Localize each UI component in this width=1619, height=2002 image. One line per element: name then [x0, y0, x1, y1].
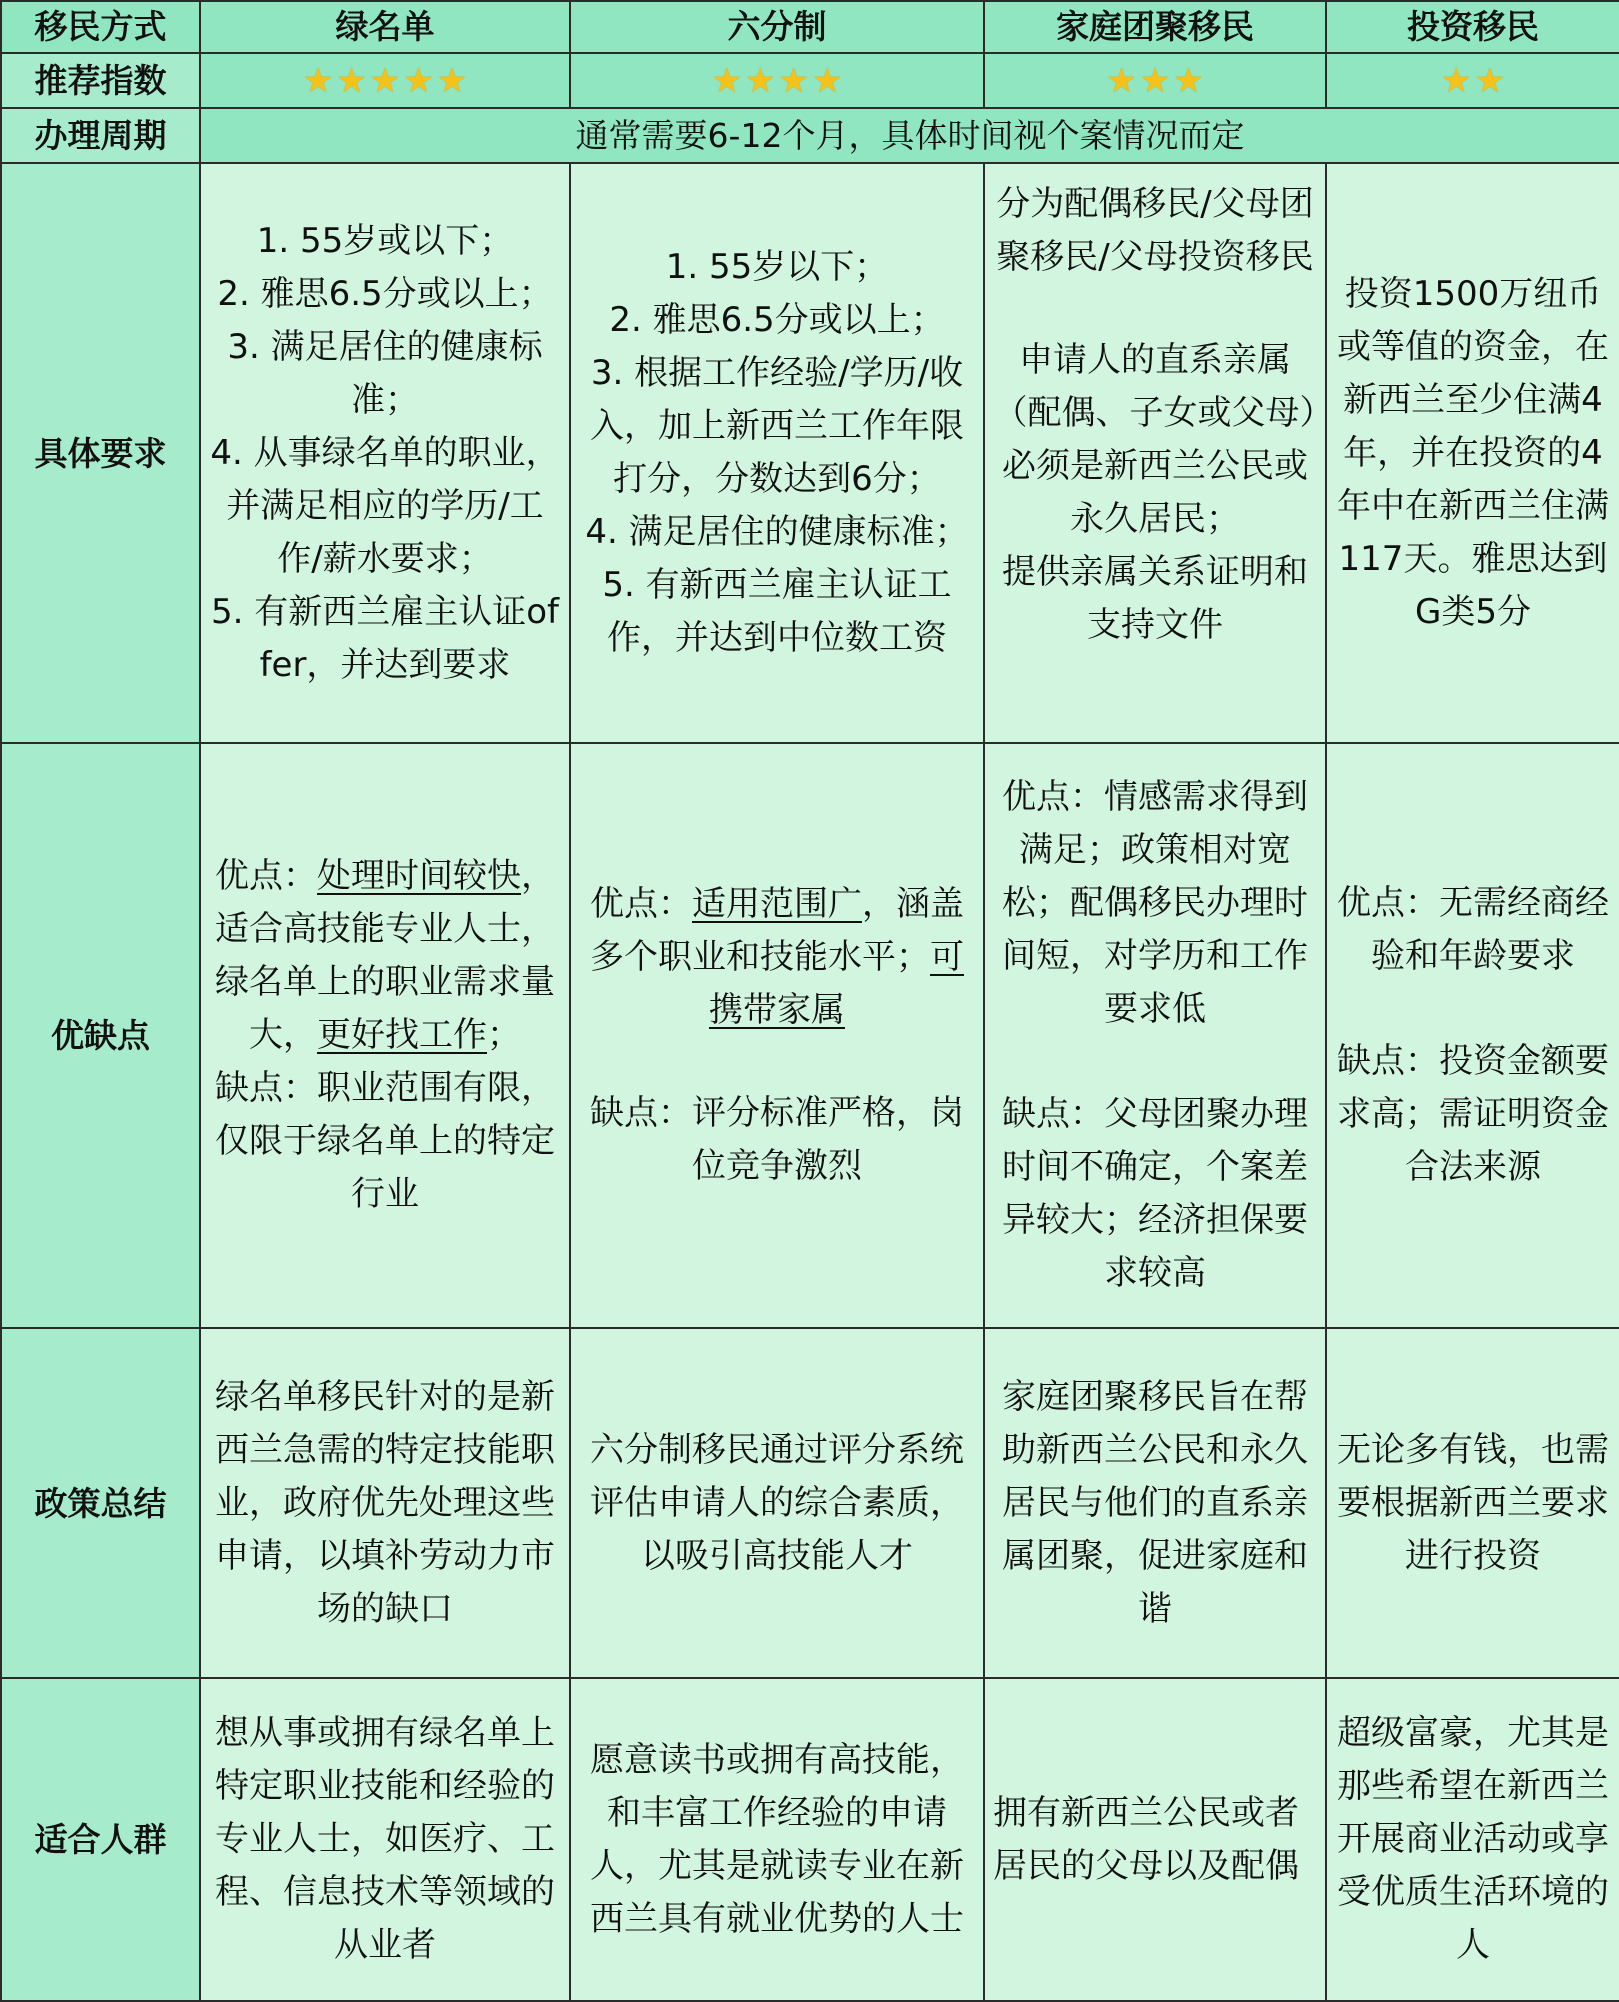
period-text: 通常需要6-12个月，具体时间视个案情况而定: [200, 108, 1619, 163]
star-icon: ★: [745, 60, 776, 101]
pros-cons-green-list: [200, 743, 570, 1328]
highlight-bring-family: 可携带家属: [709, 937, 964, 1030]
audience-label: 适合人群: [1, 1678, 200, 2001]
rating-family: [984, 53, 1326, 108]
policy-green-list: 绿名单移民针对的是新西兰急需的特定技能职业，政府优先处理这些申请，以填补劳动力市场的缺口: [200, 1328, 570, 1678]
pros-cons-label: 优缺点: [1, 743, 200, 1328]
header-family: 家庭团聚移民: [984, 1, 1326, 53]
requirements-investment: [1326, 163, 1619, 743]
requirements-six-points: [570, 163, 984, 743]
requirements-family: [984, 163, 1326, 743]
star-icon: ★: [1139, 60, 1171, 101]
cons-investment: 缺点：投资金额要求高；需证明资金合法来源: [1337, 1041, 1609, 1187]
star-icon: ★: [302, 60, 334, 101]
pros-green-list: 优点：处理时间较快，适合高技能专业人士，绿名单上的职业需求量大，更好找工作；: [215, 856, 555, 1055]
star-icon: ★: [403, 60, 434, 101]
star-rating: [1441, 61, 1505, 101]
rating-label: 推荐指数: [1, 53, 200, 108]
star-icon: ★: [778, 60, 809, 101]
policy-family: 家庭团聚移民旨在帮助新西兰公民和永久居民与他们的直系亲属团聚，促进家庭和谐: [984, 1328, 1326, 1678]
rating-green-list: [200, 53, 570, 108]
pros-cons-family: [984, 743, 1326, 1328]
star-icon: ★: [436, 60, 468, 101]
period-row: [1, 108, 1619, 163]
header-investment: 投资移民: [1326, 1, 1619, 53]
star-icon: ★: [1474, 60, 1505, 101]
audience-row: [1, 1678, 1619, 2001]
period-label: 办理周期: [1, 108, 200, 163]
requirements-label: 具体要求: [1, 163, 200, 743]
policy-row: [1, 1328, 1619, 1678]
header-six-points: 六分制: [570, 1, 984, 53]
rating-six-points: [570, 53, 984, 108]
highlight-easier-job: 更好找工作: [317, 1015, 487, 1055]
header-method: 移民方式: [1, 1, 200, 53]
audience-family: 拥有新西兰公民或者居民的父母以及配偶: [984, 1678, 1326, 2001]
cons-family: 缺点：父母团聚办理时间不确定，个案差异较大；经济担保要求较高: [1002, 1094, 1308, 1293]
pros-six-points: 优点：适用范围广，涵盖多个职业和技能水平；可携带家属: [590, 884, 964, 1030]
policy-six-points: 六分制移民通过评分系统评估申请人的综合素质，以吸引高技能人才: [570, 1328, 984, 1678]
star-icon: ★: [336, 60, 367, 101]
cons-green-list: 缺点：职业范围有限，仅限于绿名单上的特定行业: [215, 1068, 555, 1214]
rating-row: [1, 53, 1619, 108]
pros-cons-investment: [1326, 743, 1619, 1328]
policy-investment: 无论多有钱，也需要根据新西兰要求进行投资: [1326, 1328, 1619, 1678]
pros-family: 优点：情感需求得到满足；政策相对宽松；配偶移民办理时间短，对学历和工作要求低: [1002, 777, 1308, 1029]
star-icon: ★: [369, 60, 401, 101]
policy-label: 政策总结: [1, 1328, 200, 1678]
star-icon: ★: [711, 60, 743, 101]
audience-green-list: 想从事或拥有绿名单上特定职业技能和经验的专业人士，如医疗、工程、信息技术等领域的从业者: [200, 1678, 570, 2001]
header-row: [1, 1, 1619, 53]
star-rating: [303, 61, 467, 101]
pros-cons-row: [1, 743, 1619, 1328]
star-icon: ★: [1441, 60, 1472, 101]
requirements-six-points-text: 1. 55岁以下； 2. 雅思6.5分或以上； 3. 根据工作经验/学历/收入，加上新西兰工作年限打分，分数达到6分； 4. 满足居住的健康标准； 5. 有新西兰雇主认证工作，并达到中位数工资: [585, 247, 969, 658]
star-icon: ★: [811, 60, 843, 101]
star-rating: [712, 61, 843, 101]
audience-investment: 超级富豪，尤其是那些希望在新西兰开展商业活动或享受优质生活环境的人: [1326, 1678, 1619, 2001]
requirements-green-list: [200, 163, 570, 743]
star-icon: ★: [1106, 60, 1137, 101]
cons-six-points: 缺点：评分标准严格，岗位竞争激烈: [590, 1093, 964, 1186]
requirements-green-list-text: 1. 55岁或以下； 2. 雅思6.5分或以上； 3. 满足居住的健康标准； 4. 从事绿名单的职业，并满足相应的学历/工作/薪水要求； 5. 有新西兰雇主认证offer，并达到要求: [210, 220, 560, 685]
requirements-family-detail: 申请人的直系亲属（配偶、子女或父母）必须是新西兰公民或永久居民； 提供亲属关系证明和支持文件: [993, 340, 1317, 645]
rating-investment: [1326, 53, 1619, 108]
star-rating: [1106, 61, 1203, 101]
pros-cons-six-points: [570, 743, 984, 1328]
requirements-row: [1, 163, 1619, 743]
pros-investment: 优点：无需经商经验和年龄要求: [1337, 883, 1609, 976]
highlight-wide-scope: 适用范围广: [692, 884, 862, 924]
requirements-investment-text: 投资1500万纽币或等值的资金，在新西兰至少住满4年，并在投资的4年中在新西兰住满117天。雅思达到G类5分: [1337, 273, 1609, 632]
header-green-list: 绿名单: [200, 1, 570, 53]
requirements-family-intro: 分为配偶移民/父母团聚移民/父母投资移民: [996, 184, 1314, 277]
star-icon: ★: [1173, 60, 1204, 101]
audience-six-points: 愿意读书或拥有高技能，和丰富工作经验的申请人，尤其是就读专业在新西兰具有就业优势的人士: [570, 1678, 984, 2001]
highlight-fast-processing: 处理时间较快: [317, 856, 521, 896]
